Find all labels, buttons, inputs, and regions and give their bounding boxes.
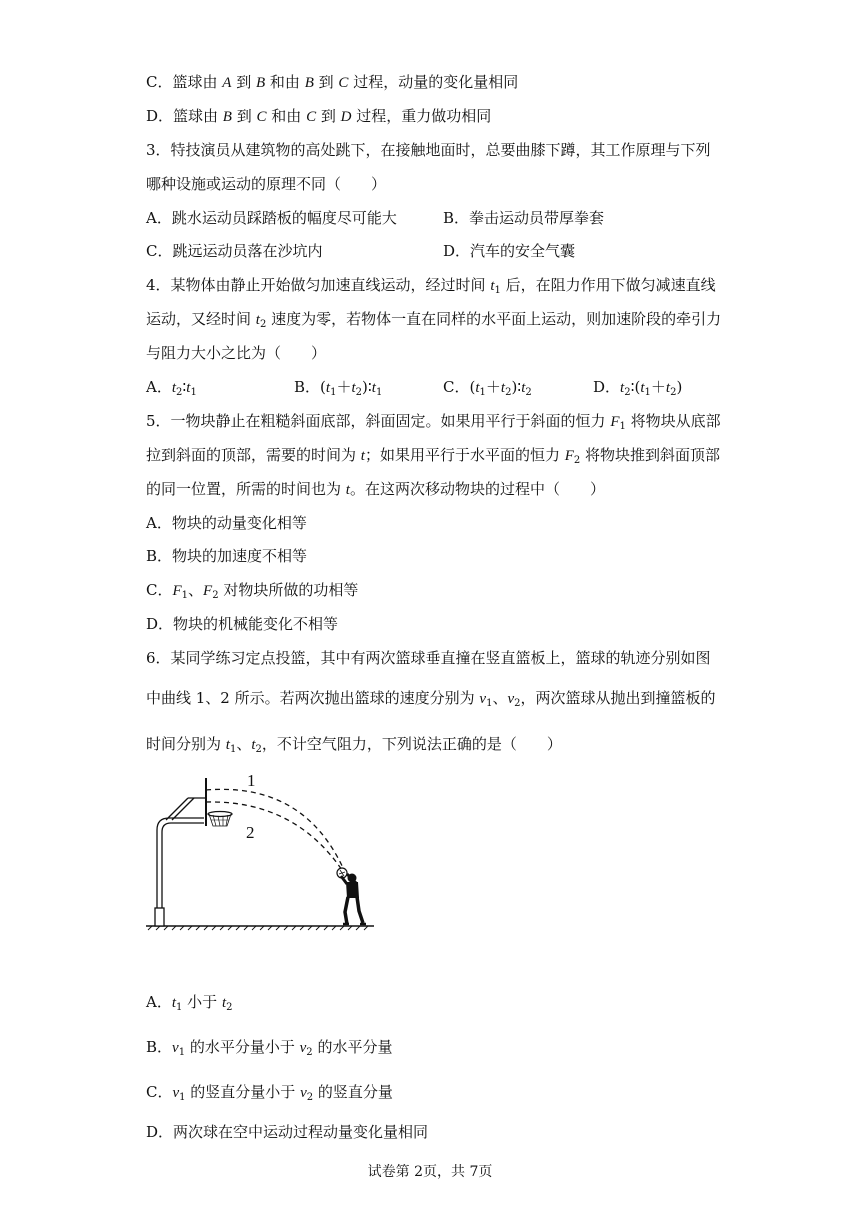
q5-stem-line1: 5．一物块静止在粗糙斜面底部，斜面固定。如果用平行于斜面的恒力 $F_1$ 将物块从底部: [146, 412, 721, 432]
q2-option-c: C．篮球由 A 到 B 和由 B 到 C 过程，动量的变化量相同: [146, 73, 519, 91]
q3-stem-line1: 3．特技演员从建筑物的高处跳下，在接触地面时，总要曲膝下蹲，其工作原理与下列: [146, 141, 711, 159]
q5-option-c: C．$F_1$、$F_2$ 对物块所做的功相等: [146, 581, 359, 601]
basketball-trajectory-figure: [144, 770, 376, 932]
q6-option-d: D．两次球在空中运动过程动量变化量相同: [146, 1123, 429, 1141]
q3-stem-line2: 哪种设施或运动的原理不同（ ）: [146, 175, 387, 193]
curve-label-1: 1: [247, 771, 256, 790]
q4-option-d: D．$t_2∶(t_1+t_2)$: [593, 378, 683, 398]
q6-stem-line1: 6．某同学练习定点投篮，其中有两次篮球垂直撞在竖直篮板上，篮球的轨迹分别如图: [146, 649, 711, 667]
q5-stem-line2: 拉到斜面的顶部，需要的时间为 t；如果用平行于水平面的恒力 $F_2$ 将物块推到斜面顶部: [146, 446, 721, 466]
q4-option-a: A．$t_2∶t_1$: [146, 378, 197, 398]
q5-stem-line3: 的同一位置，所需的时间也为 t。在这两次移动物块的过程中（ ）: [146, 480, 605, 498]
q4-option-c: C．$(t_1+t_2)∶t_2$: [443, 378, 532, 398]
basketball-hoop: [155, 778, 232, 926]
q6-option-c: C．$v_1$ 的竖直分量小于 $v_2$ 的竖直分量: [146, 1083, 393, 1103]
q5-option-d: D．物块的机械能变化不相等: [146, 615, 339, 633]
q3-option-c: C．跳远运动员落在沙坑内: [146, 242, 323, 260]
q6-option-b: B．$v_1$ 的水平分量小于 $v_2$ 的水平分量: [146, 1038, 393, 1058]
player-figure: [337, 868, 366, 924]
q4-stem-line2: 运动，又经时间 $t_2$ 速度为零，若物体一直在同样的水平面上运动，则加速阶段的牵引力: [146, 310, 722, 330]
q3-option-a: A．跳水运动员踩踏板的幅度尽可能大: [146, 209, 397, 227]
q6-stem-line3: 时间分别为 $t_1$、$t_2$，不计空气阻力，下列说法正确的是（ ）: [146, 735, 562, 755]
curve-label-2: 2: [246, 823, 255, 842]
q4-option-b: B．$(t_1+t_2)∶t_1$: [294, 378, 383, 398]
q5-option-b: B．物块的加速度不相等: [146, 547, 308, 565]
q5-option-a: A．物块的动量变化相等: [146, 514, 307, 532]
q3-option-b: B．拳击运动员带厚拳套: [443, 209, 605, 227]
q4-stem-line3: 与阻力大小之比为（ ）: [146, 344, 327, 362]
q2-option-d: D．篮球由 B 到 C 和由 C 到 D 过程，重力做功相同: [146, 107, 492, 125]
trajectory-curve-1: [206, 789, 344, 870]
q3-option-d: D．汽车的安全气囊: [443, 242, 576, 260]
q6-option-a: A．$t_1$ 小于 $t_2$: [146, 993, 233, 1013]
q4-stem-line1: 4．某物体由静止开始做匀加速直线运动，经过时间 $t_1$ 后，在阻力作用下做匀减速直线: [146, 276, 716, 296]
q6-stem-line2: 中曲线 1、2 所示。若两次抛出篮球的速度分别为 $v_1$、$v_2$，两次篮球从抛出到撞篮板的: [146, 689, 716, 709]
page-footer: 试卷第 2页，共 7页: [367, 1164, 493, 1180]
